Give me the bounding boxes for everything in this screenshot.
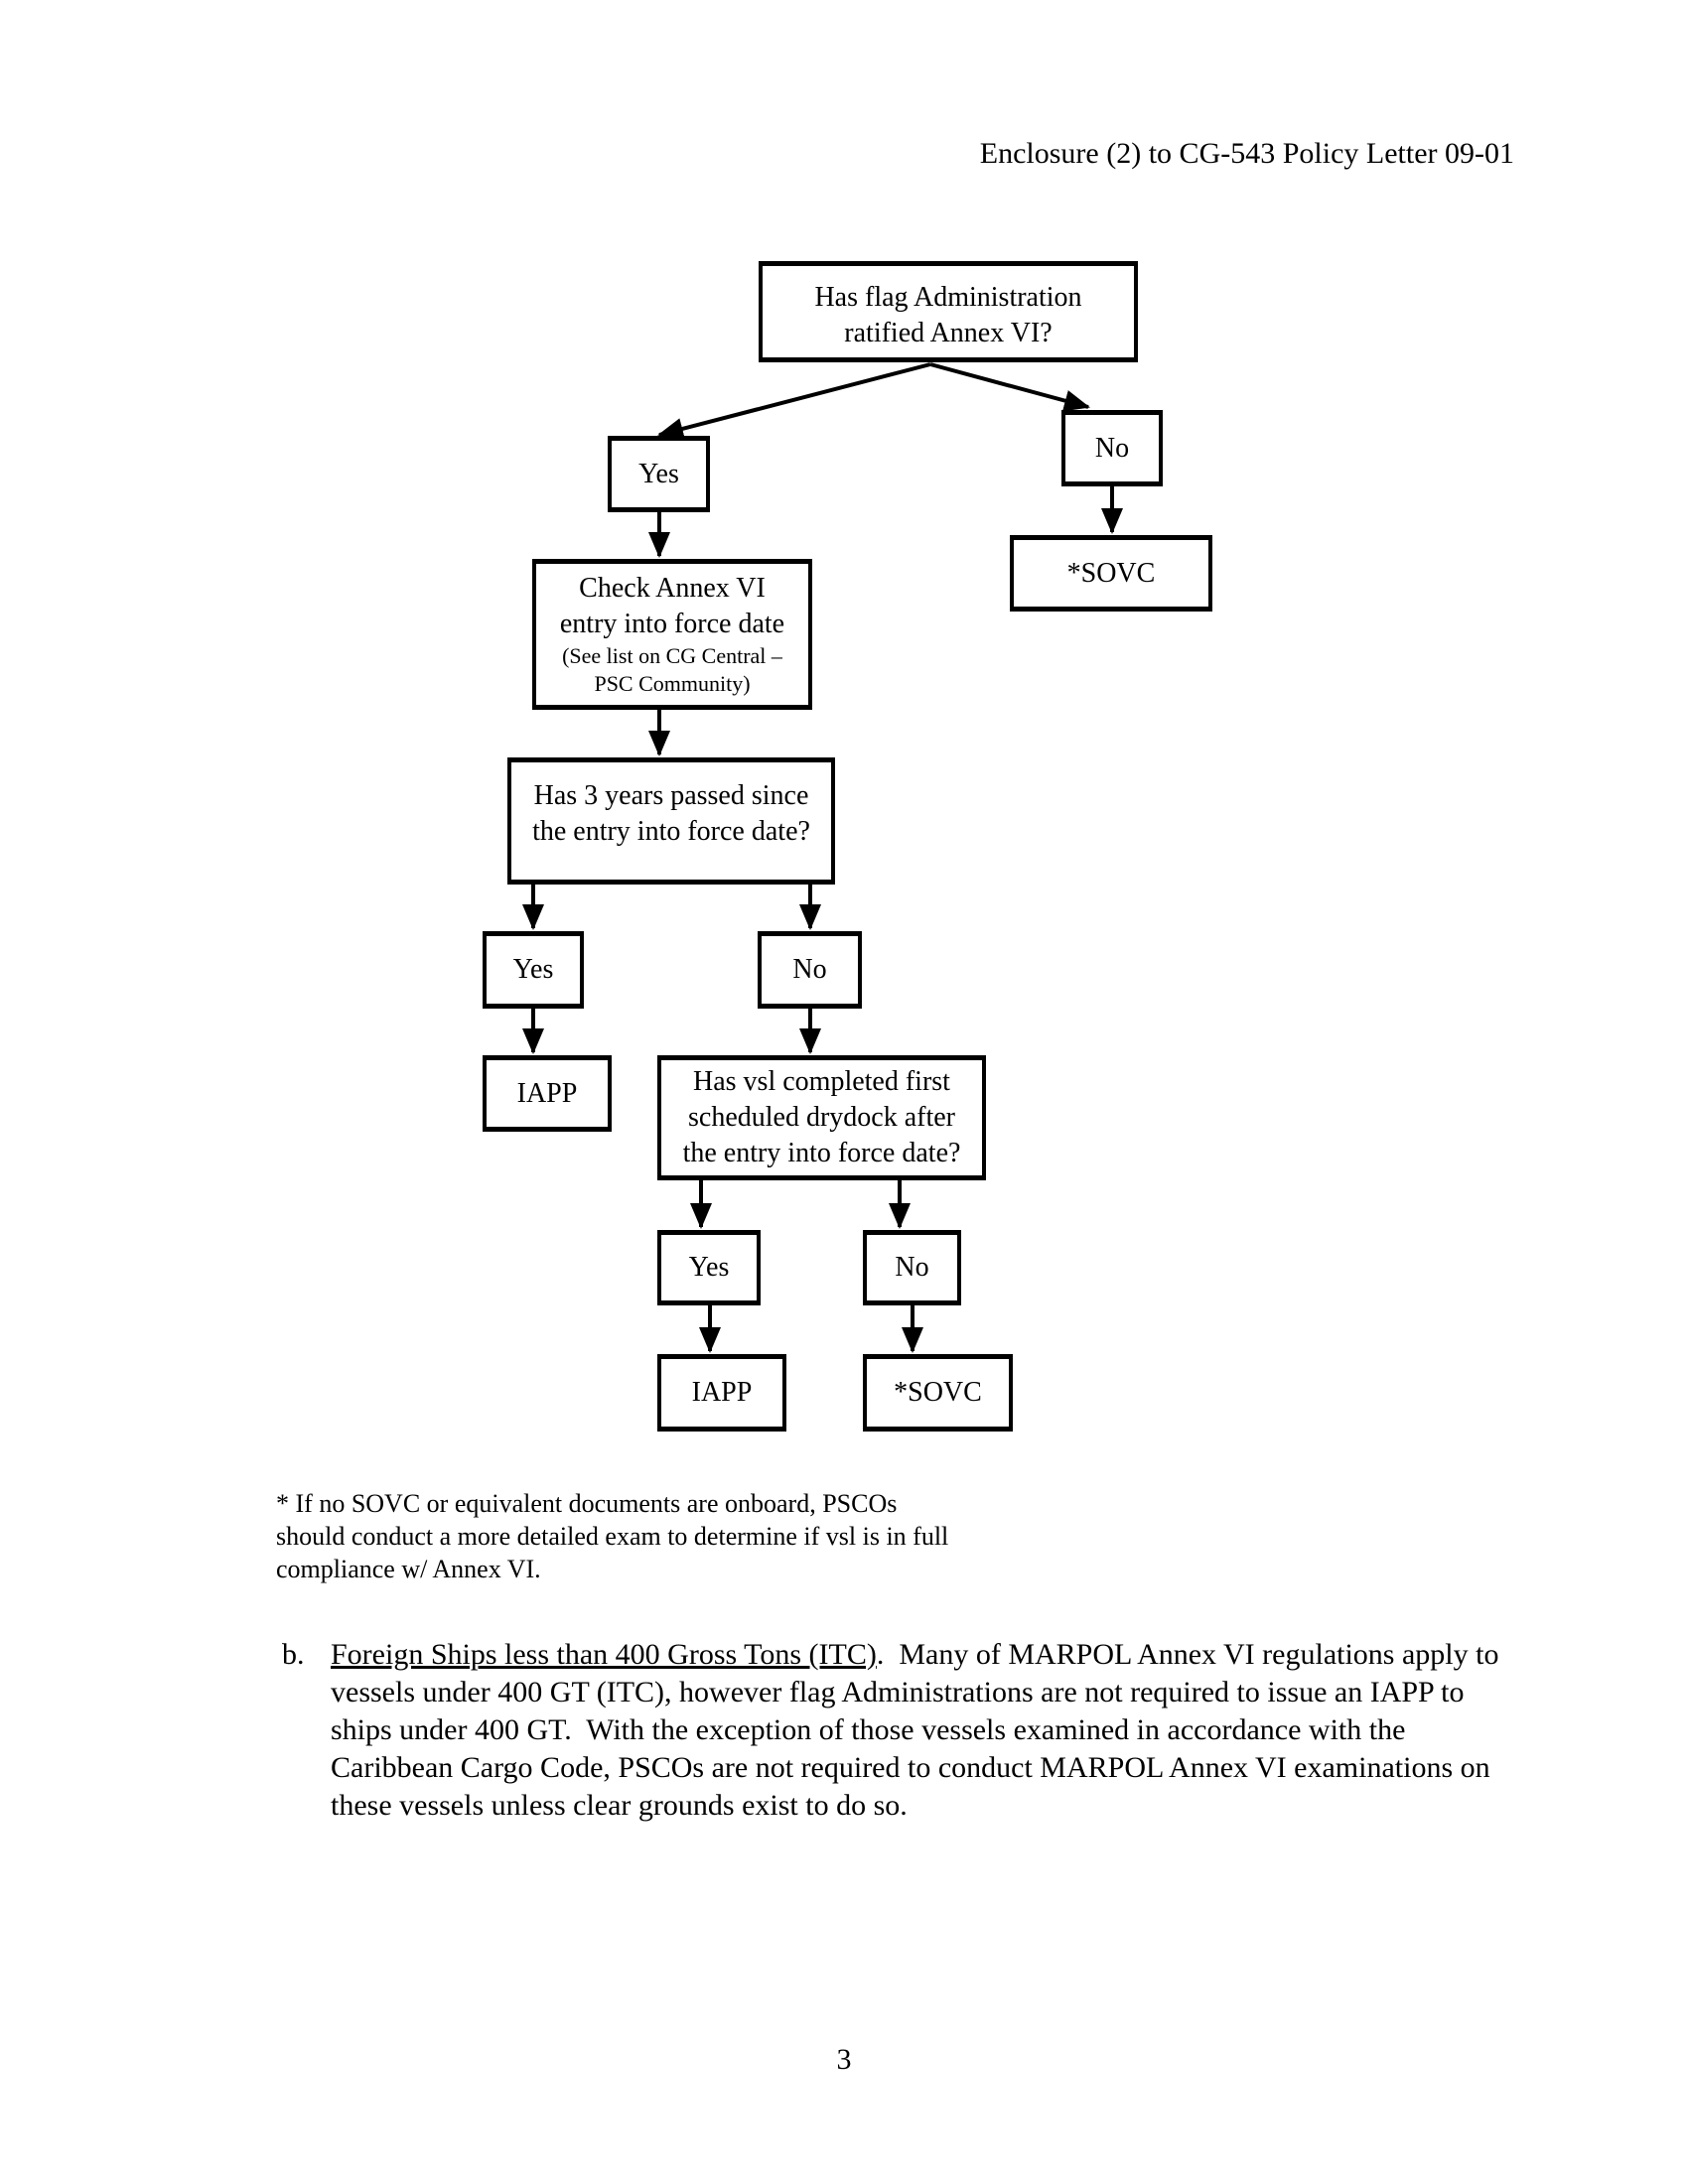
flow-node-question-ratified (759, 261, 1138, 362)
flow-node-text-line: Has flag Administration (814, 282, 1082, 313)
flow-node-text-line: Check Annex VI (579, 573, 766, 604)
paragraph-b (282, 1636, 1507, 1825)
paragraph-b-marker: b. (282, 1638, 305, 1671)
flow-node-question-3-years (507, 757, 835, 885)
flow-node-text-line: Has 3 years passed since (533, 780, 809, 811)
flow-node-text-line: the entry into force date? (532, 816, 810, 847)
arrow-q1-to-yes1 (659, 364, 930, 435)
flow-node-subtext-line: (See list on CG Central – (562, 643, 782, 668)
flow-node-label: Yes (638, 458, 679, 489)
page-header: Enclosure (2) to CG-543 Policy Letter 09-01 (979, 137, 1514, 170)
flow-node-subtext-line: PSC Community) (594, 671, 751, 696)
flow-node-check-entry-date (532, 559, 812, 710)
flow-node-label: Yes (512, 954, 554, 985)
flow-node-label: IAPP (691, 1377, 753, 1408)
flow-node-sovc-2 (863, 1354, 1013, 1432)
paragraph-b-body: . Many of MARPOL Annex VI regulations apply to vessels under 400 GT (ITC), however flag Administrations are not required to issue an IAPP to ships under 400 GT. With the exception of those vessels examined in accordance with the Caribbean Cargo Code, PSCOs are not required to conduct MARPOL Annex VI examinations on these vessels unless clear grounds exist to do so. (331, 1638, 1506, 1822)
paragraph-b-heading: Foreign Ships less than 400 Gross Tons (ITC) (331, 1638, 877, 1671)
flow-node-text-line: the entry into force date? (682, 1138, 961, 1168)
flow-node-question-drydock (657, 1055, 986, 1180)
flow-node-label: *SOVC (1066, 557, 1156, 589)
footnote-line: compliance w/ Annex VI. (276, 1555, 541, 1583)
flow-node-no-2 (758, 931, 862, 1009)
arrow-q1-to-no1 (930, 364, 1088, 407)
flow-node-no-3 (863, 1230, 961, 1305)
flow-node-sovc-1 (1010, 535, 1212, 612)
flow-node-yes-2 (483, 931, 584, 1009)
sovc-footnote (276, 1487, 1070, 1585)
flow-node-iapp-2 (657, 1354, 786, 1432)
flow-node-label: No (792, 954, 827, 985)
flow-node-no-1 (1061, 410, 1163, 486)
footnote-line: * If no SOVC or equivalent documents are onboard, PSCOs (276, 1489, 898, 1518)
flow-node-label: No (895, 1252, 929, 1283)
footnote-line: should conduct a more detailed exam to determine if vsl is in full (276, 1522, 949, 1551)
flow-node-yes-3 (657, 1230, 761, 1305)
page-number: 3 (836, 2043, 852, 2076)
flow-node-iapp-1 (483, 1055, 612, 1132)
flow-node-label: *SOVC (894, 1377, 982, 1408)
flow-node-label: IAPP (516, 1077, 578, 1109)
flow-node-yes-1 (608, 436, 710, 512)
flow-node-text-line: Has vsl completed first (693, 1066, 950, 1097)
flow-node-label: No (1094, 432, 1130, 464)
flow-node-label: Yes (688, 1252, 730, 1283)
flow-node-text-line: scheduled drydock after (688, 1102, 955, 1133)
flow-node-text-line: ratified Annex VI? (844, 318, 1053, 348)
flow-node-text-line: entry into force date (559, 609, 785, 639)
